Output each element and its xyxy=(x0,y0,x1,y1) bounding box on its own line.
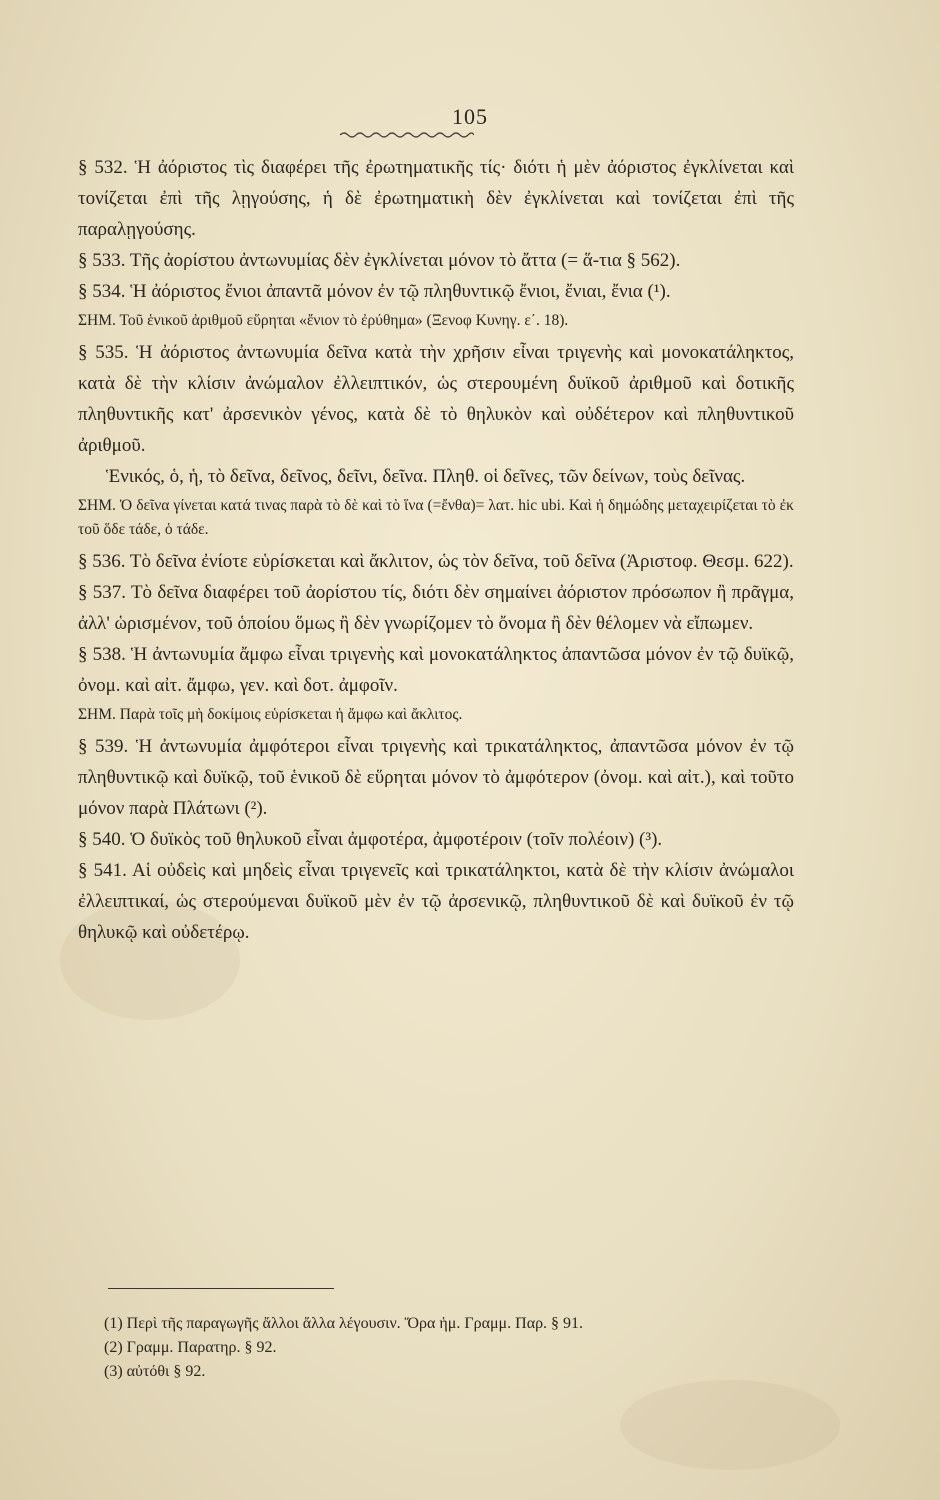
section-536: § 536. Τὸ δεῖνα ἐνίοτε εὑρίσκεται καὶ ἄκλιτον, ὡς τὸν δεῖνα, τοῦ δεῖνα (Ἀριστοφ. Θεσμ. 622). xyxy=(78,551,794,572)
footnote-2: (2) Γραμμ. Παρατηρ. § 92. xyxy=(104,1339,277,1356)
footnotes xyxy=(104,1312,804,1384)
main-text xyxy=(78,152,794,948)
section-533: § 533. Τῆς ἀορίστου ἀντωνυμίας δὲν ἐγκλίνεται μόνον τὸ ἄττα (= ἅ-τια § 562). xyxy=(78,250,681,271)
wavy-ornament-icon xyxy=(340,131,474,139)
section-537: § 537. Τὸ δεῖνα διαφέρει τοῦ ἀορίστου τίς, διότι δὲν σημαίνει ἀόριστον πρόσωπον ἢ πρᾶγμα, ἀλλ' ὡρισμένον, τοῦ ὁποίου ὅμως ἢ δὲν γνωρίζομεν τὸ ὄνομα ἢ δὲν θέλομεν νὰ εἴπωμεν. xyxy=(78,582,794,634)
section-541: § 541. Αἱ οὐδεὶς καὶ μηδεὶς εἶναι τριγενεῖς καὶ τρικατάληκτοι, κατὰ δὲ τὴν κλίσιν ἀνώμαλοι ἐλλειπτικαί, ὡς στερούμεναι δυϊκοῦ μὲν ἐν τῷ ἀρσενικῷ, πληθυντικοῦ δὲ καὶ δυϊκοῦ ἐν τῷ θηλυκῷ καὶ οὐδετέρῳ. xyxy=(78,860,794,943)
note-538: ΣΗΜ. Παρὰ τοῖς μὴ δοκίμοις εὑρίσκεται ἡ ἄμφω καὶ ἄκλιτος. xyxy=(78,706,463,723)
paper-stain xyxy=(620,1380,840,1470)
note-535: ΣΗΜ. Ὁ δεῖνα γίνεται κατά τινας παρὰ τὸ δὲ καὶ τὸ ἵνα (=ἔνθα)= λατ. hic ubi. Καὶ ἡ δημώδης μεταχειρίζεται τὸ ἐκ τοῦ ὅδε τάδε, ὁ τάδε. xyxy=(78,497,794,538)
section-539: § 539. Ἡ ἀντωνυμία ἀμφότεροι εἶναι τριγενὴς καὶ τρικατάληκτος, ἀπαντῶσα μόνον ἐν τῷ πληθυντικῷ καὶ δυϊκῷ, τοῦ ἑνικοῦ δὲ εὕρηται μόνον τὸ ἀμφότερον (ὀνομ. καὶ αἰτ.), καὶ τοῦτο μόνον παρὰ Πλάτωνι (²). xyxy=(78,736,794,819)
section-540: § 540. Ὁ δυϊκὸς τοῦ θηλυκοῦ εἶναι ἀμφοτέρα, ἀμφοτέροιν (τοῖν πολέοιν) (³). xyxy=(78,829,663,850)
section-535: § 535. Ἡ ἀόριστος ἀντωνυμία δεῖνα κατὰ τὴν χρῆσιν εἶναι τριγενὴς καὶ μονοκατάληκτος, κατὰ δὲ τὴν κλίσιν ἀνώμαλον ἐλλειπτικόν, ὡς στερουμένη δυϊκοῦ ἀριθμοῦ καὶ δοτικῆς πληθυντικῆς κατ' ἀρσενικὸν γένος, κατὰ δὲ τὸ θηλυκὸν καὶ οὐδέτερον καὶ πληθυντικοῦ ἀριθμοῦ. xyxy=(78,342,794,456)
footnote-3: (3) αὐτόθι § 92. xyxy=(104,1363,206,1380)
note-534: ΣΗΜ. Τοῦ ἑνικοῦ ἀριθμοῦ εὕρηται «ἔνιον τὸ ἐρύθημα» (Ξενοφ Κυνηγ. ε΄. 18). xyxy=(78,312,569,329)
section-535-declension: Ἑνικός, ὁ, ἡ, τὸ δεῖνα, δεῖνος, δεῖνι, δεῖνα. Πληθ. οἱ δεῖνες, τῶν δείνων, τοὺς δεῖνας. xyxy=(106,466,746,487)
footnote-1: (1) Περὶ τῆς παραγωγῆς ἄλλοι ἄλλα λέγουσιν. Ὅρα ἡμ. Γραμμ. Παρ. § 91. xyxy=(104,1315,584,1332)
footnote-divider xyxy=(108,1288,334,1289)
section-538: § 538. Ἡ ἀντωνυμία ἄμφω εἶναι τριγενὴς καὶ μονοκατάληκτος ἀπαντῶσα μόνον ἐν τῷ δυϊκῷ, ὀνομ. καὶ αἰτ. ἄμφω, γεν. καὶ δοτ. ἀμφοῖν. xyxy=(78,644,794,696)
section-532: § 532. Ἡ ἀόριστος τὶς διαφέρει τῆς ἐρωτηματικῆς τίς· διότι ἡ μὲν ἀόριστος ἐγκλίνεται καὶ τονίζεται ἐπὶ τῆς λῃγούσης, ἡ δὲ ἐρωτηματικὴ δὲν ἐγκλίνεται καὶ τονίζεται ἐπὶ τῆς παραλῃγούσης. xyxy=(78,157,794,240)
page-number: 105 xyxy=(452,104,488,129)
section-534: § 534. Ἡ ἀόριστος ἔνιοι ἀπαντᾶ μόνον ἐν τῷ πληθυντικῷ ἔνιοι, ἔνιαι, ἔνια (¹). xyxy=(78,281,671,302)
